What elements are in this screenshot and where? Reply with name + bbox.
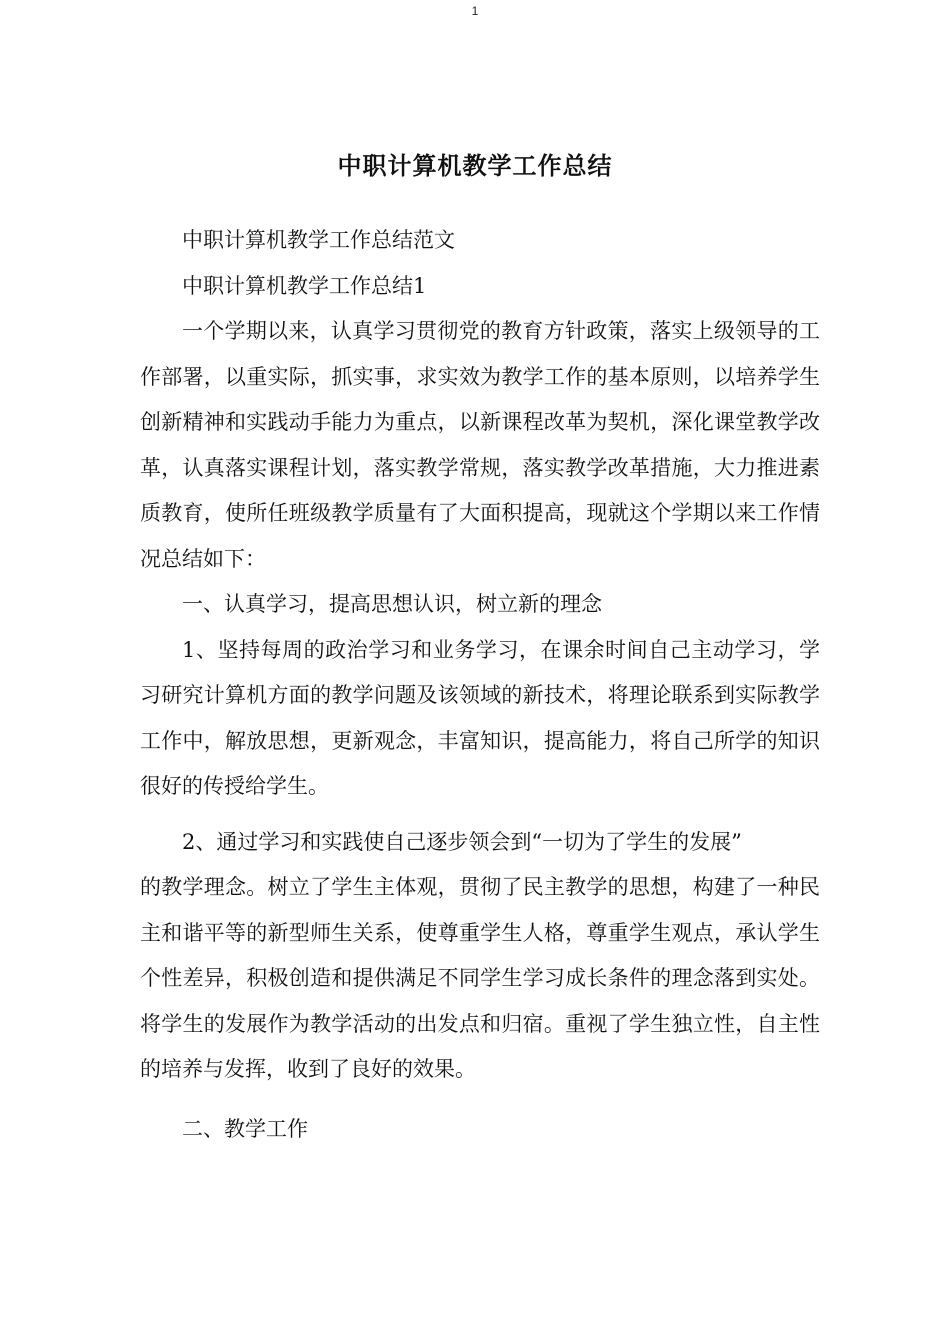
section-heading-2: 二、教学工作 bbox=[182, 1116, 308, 1141]
body-paragraph-2: 的教学理念。树立了学生主体观，贯彻了民主教学的思想，构建了一种民主和谐平等的新型师生关系，使尊重学生人格，尊重学生观点，承认学生个性差异，积极创造和提供满足不同学生学习成长条件的理念落到实处。将学生的发展作为教学活动的出发点和归宿。重视了学生独立性，自主性的培养与发挥，收到了良好的效果。 bbox=[140, 875, 820, 1081]
document-title: 中职计算机教学工作总结 bbox=[337, 152, 613, 180]
page-number: 1 bbox=[471, 4, 479, 18]
body-paragraph-1: 1、坚持每周的政治学习和业务学习，在课余时间自己主动学习，学习研究计算机方面的教学问题及该领域的新技术，将理论联系到实际教学工作中，解放思想，更新观念，丰富知识，提高能力，将自己所学的知识很好的传授给学生。 bbox=[140, 637, 820, 798]
section-heading-summary-1: 中职计算机教学工作总结1 bbox=[182, 273, 427, 298]
document-body bbox=[140, 218, 820, 1152]
intro-paragraph: 一个学期以来，认真学习贯彻党的教育方针政策，落实上级领导的工作部署，以重实际，抓实事，求实效为教学工作的基本原则，以培养学生创新精神和实践动手能力为重点，以新课程改革为契机，深化课堂教学改革，认真落实课程计划，落实教学常规，落实教学改革措施，大力推进素质教育，使所任班级教学质量有了大面积提高，现就这个学期以来工作情况总结如下： bbox=[140, 319, 820, 571]
section-heading-1: 一、认真学习，提高思想认识，树立新的理念 bbox=[182, 592, 602, 616]
body-paragraph-2-lead: 2、通过学习和实践使自己逐步领会到“一切为了学生的发展” bbox=[182, 829, 742, 854]
subtitle-paragraph: 中职计算机教学工作总结范文 bbox=[182, 228, 455, 252]
